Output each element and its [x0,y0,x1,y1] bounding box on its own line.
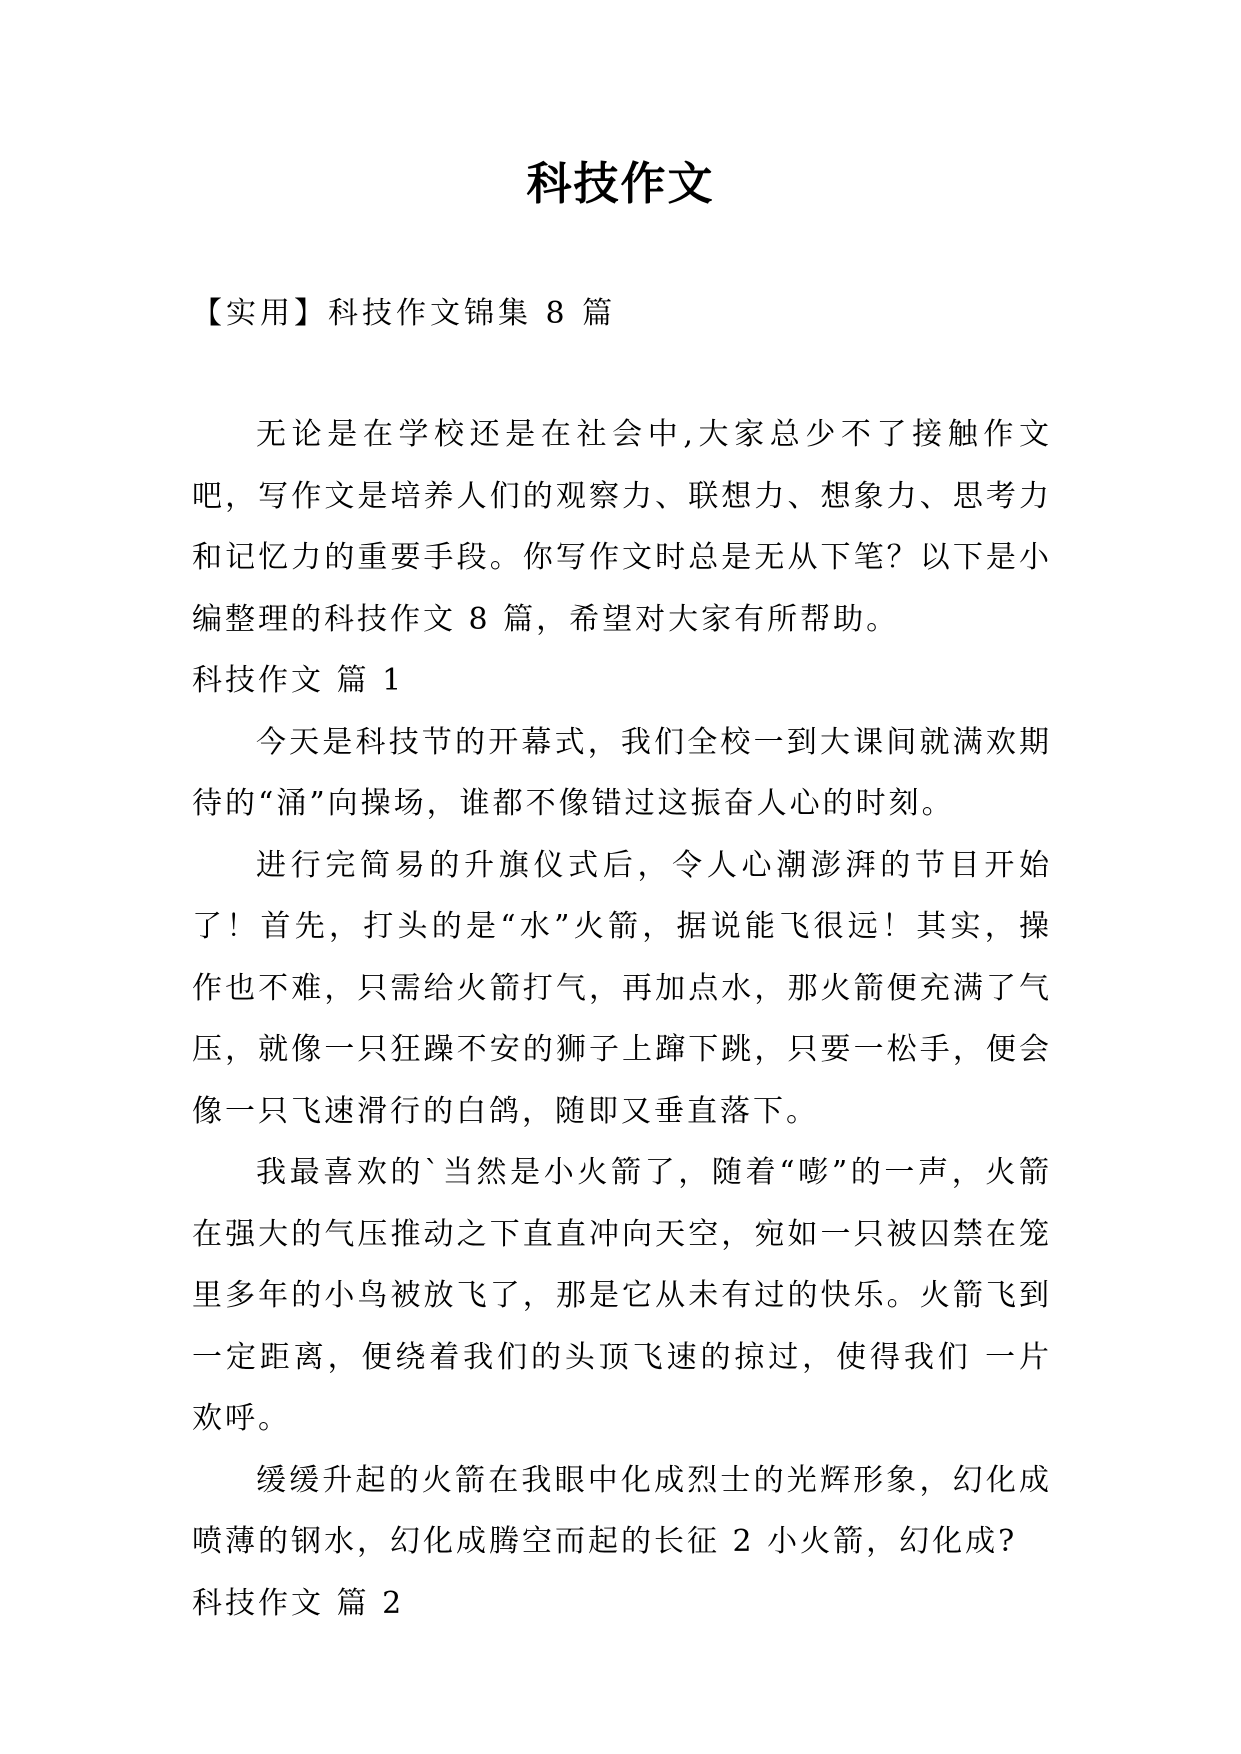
section-1-paragraph-1: 今天是科技节的开幕式，我们全校一到大课间就满欢期待的“涌”向操场，谁都不像错过这振奋人心的时刻。 [192,724,1052,821]
section-1-paragraph-4: 缓缓升起的火箭在我眼中化成烈士的光辉形象，幻化成喷薄的钢水，幻化成腾空而起的长征 2 小火箭，幻化成? [192,1462,1052,1559]
section-1-paragraph-2: 进行完简易的升旗仪式后，令人心潮澎湃的节目开始了！首先，打头的是“水”火箭，据说能飞很远！其实，操作也不难，只需给火箭打气，再加点水，那火箭便充满了气压，就像一只狂躁不安的狮子上蹿下跳，只要一松手，便会像一只飞速滑行的白鸽，随即又垂直落下。 [192,847,1052,1129]
document-body [192,404,1052,1634]
document-title: 科技作文 [526,157,715,210]
document-subtitle: 【实用】科技作文锦集 8 篇 [192,296,617,331]
section-heading-2: 科技作文 篇 2 [192,1585,405,1621]
section-heading-1: 科技作文 篇 1 [192,663,405,698]
intro-paragraph: 无论是在学校还是在社会中,大家总少不了接触作文吧，写作文是培养人们的观察力、联想力、想象力、思考力和记忆力的重要手段。你写作文时总是无从下笔？以下是小编整理的科技作文 8 篇，希望对大家有所帮助。 [192,417,1052,637]
section-1-paragraph-3: 我最喜欢的`当然是小火箭了，随着“嘭”的一声，火箭在强大的气压推动之下直直冲向天空，宛如一只被囚禁在笼里多年的小鸟被放飞了，那是它从未有过的快乐。火箭飞到一定距离，便绕着我们的头顶飞速的掠过，使得我们 一片欢呼。 [192,1155,1052,1436]
